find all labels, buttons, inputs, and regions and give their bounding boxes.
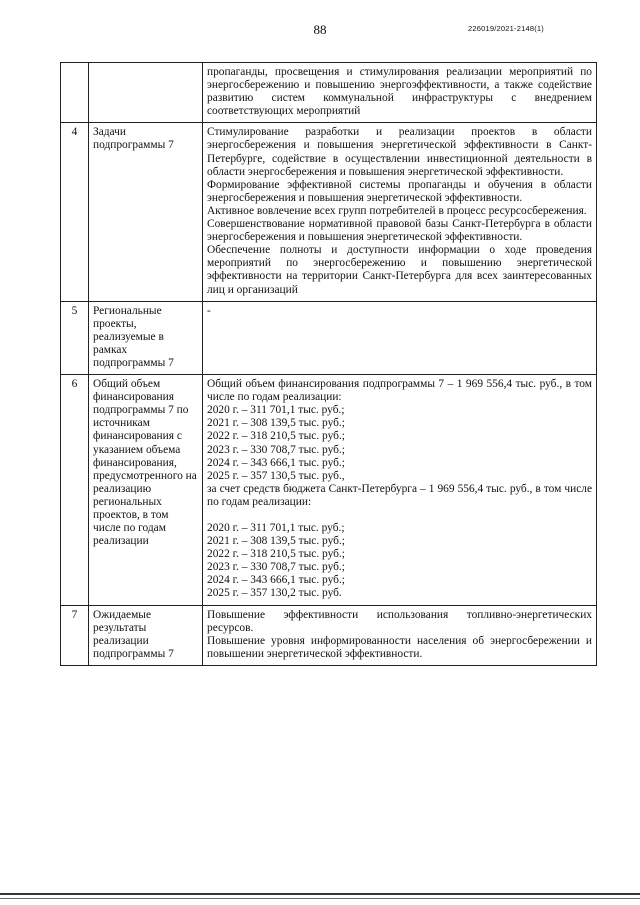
year-line: 2024 г. – 343 666,1 тыс. руб.;: [207, 456, 345, 469]
content-paragraph: Активное вовлечение всех групп потребителей в процесс ресурсосбережения.: [207, 204, 587, 217]
row-number: [61, 63, 89, 123]
row-label: Региональные проекты, реализуемые в рамках подпрограммы 7: [89, 301, 203, 374]
row-number: 6: [61, 375, 89, 606]
row-number: 5: [61, 301, 89, 374]
footer-rule: [0, 898, 640, 899]
spacer: [207, 509, 592, 522]
budget-source: за счет средств бюджета Санкт-Петербурга – 1 969 556,4 тыс. руб., в том числе по годам реализации:: [207, 482, 592, 508]
content-paragraph: -: [207, 304, 211, 317]
year-line: 2022 г. – 318 210,5 тыс. руб.;: [207, 548, 345, 561]
row-content: [203, 123, 597, 301]
year-line: 2025 г. – 357 130,5 тыс. руб.,: [207, 469, 345, 482]
year-line: 2023 г. – 330 708,7 тыс. руб.;: [207, 443, 345, 456]
year-line: 2021 г. – 308 139,5 тыс. руб.;: [207, 535, 345, 548]
year-line: 2025 г. – 357 130,2 тыс. руб.: [207, 587, 342, 600]
row-content: [203, 301, 597, 374]
content-paragraph: Обеспечение полноты и доступности информации о ходе проведения мероприятий по энергосбережению и повышению энергетической эффективности на территории Санкт-Петербурга для всех заинтересованных лиц и организаций: [207, 244, 592, 296]
row-content: [203, 375, 597, 606]
document-id: 226019/2021-2148(1): [468, 24, 544, 33]
footer-rule: [0, 893, 640, 895]
funding-intro: Общий объем финансирования подпрограммы 7 – 1 969 556,4 тыс. руб., в том числе по годам реализации:: [207, 378, 592, 404]
year-line: 2023 г. – 330 708,7 тыс. руб.;: [207, 561, 345, 574]
table-row: [61, 63, 597, 123]
content-paragraph: пропаганды, просвещения и стимулирования реализации мероприятий по энергосбережению и повышению энергоэффективности, а также содействие развитию систем коммунальной инфраструктуры с внедрением соответствующих мероприятий: [207, 66, 592, 118]
year-line: 2024 г. – 343 666,1 тыс. руб.;: [207, 574, 345, 587]
table-row: [61, 375, 597, 606]
year-line: 2021 г. – 308 139,5 тыс. руб.;: [207, 417, 345, 430]
year-line: 2022 г. – 318 210,5 тыс. руб.;: [207, 430, 345, 443]
content-paragraph: Повышение уровня информированности населения об энергосбережении и повышении энергетической эффективности.: [207, 634, 592, 660]
content-paragraph: Совершенствование нормативной правовой базы Санкт-Петербурга в области энергосбережения и повышения энергетической эффективности.: [207, 218, 592, 244]
table-row: [61, 605, 597, 665]
content-paragraph: Формирование эффективной системы пропаганды и обучения в области энергосбережения и повышения энергетической эффективности.: [207, 178, 592, 204]
table-row: [61, 301, 597, 374]
table-row: [61, 123, 597, 301]
year-line: 2020 г. – 311 701,1 тыс. руб.;: [207, 522, 345, 534]
row-label: Задачи подпрограммы 7: [89, 123, 203, 301]
row-label: [89, 63, 203, 123]
row-label: Ожидаемые результаты реализации подпрограммы 7: [89, 605, 203, 665]
row-number: 4: [61, 123, 89, 301]
content-paragraph: Стимулирование разработки и реализации проектов в области энергосбережения и повышения энергетической эффективности в Санкт-Петербурге, содействие в осуществлении инвестиционной деятельности в области энергосбережения и повышения энергетической эффективности.: [207, 126, 592, 178]
year-line: 2020 г. – 311 701,1 тыс. руб.;: [207, 404, 345, 417]
row-content: [203, 63, 597, 123]
row-number: 7: [61, 605, 89, 665]
row-content: [203, 605, 597, 665]
content-paragraph: Повышение эффективности использования топливно-энергетических ресурсов.: [207, 608, 592, 634]
row-label: Общий объем финансирования подпрограммы 7 по источникам финансирования с указанием объема финансирования, предусмотренного на реализацию региональных проектов, в том числе по годам реализации: [89, 375, 203, 606]
page-number: 88: [313, 22, 327, 37]
program-table: [60, 62, 597, 666]
